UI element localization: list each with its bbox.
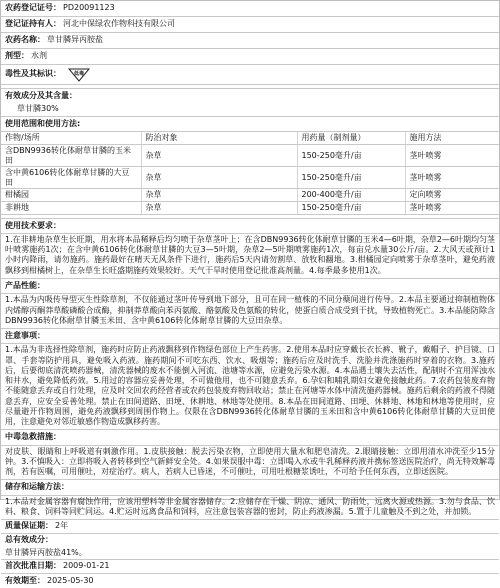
table-row [1,201,499,214]
table-row [1,144,499,166]
product-features-text: 1.本品为内吸传导型灭生性除草剂，不仅能通过茎叶传导到地下部分，且可在同一植株的不同分蘖间进行传导。2.本品主要通过抑制植物体内烯醇丙酮莽草酸磷酸合成酶，抑制莽草酸向苯丙氨酸、酪氨酸及色氨酸的转化，使蛋白质合成受到干扰，导致植物死亡。3.本品能防除含DBN9936转化体耐草甘膦玉米田、含中黄6106转化体耐草甘膦的大豆田杂草。 [1,294,499,329]
precautions-title: 注意事项： [1,329,499,344]
table-row [1,167,499,189]
usage-dosage: 200-400毫升/亩 [297,189,405,202]
shelf-life-row [1,520,499,534]
pesticide-name: 草甘膦异丙胺盐 [47,35,103,45]
composition-row [1,547,499,560]
usage-target: 杂草 [141,144,297,166]
usage-dosage: 150-250毫升/亩 [297,201,405,214]
usage-header-row [1,132,499,144]
toxicity-badge-text: 低毒 [73,71,84,78]
expiry-date: 2025-05-30 [47,575,94,585]
shelf-life-value: 2年 [55,521,69,531]
composition-value: 草甘膦异丙胺盐41%。 [5,547,87,557]
holder-row [1,17,499,33]
formulation-value: 水剂 [31,51,47,61]
precautions-text: 1.本品为非选择性除草剂，施药时应防止药液飘移到作物绿色部位上产生药害。2.使用本品时应穿戴长衣长裤、靴子，戴帽子、护目镜、口罩、手套等防护用具，避免吸入药液。施药期间不可吃东西、饮水、吸烟等；施药后应及时洗手、洗脸并洗涤施药时穿着的衣物。3.施药后，后要彻底清洗喷药器械，清洗器械的废水不能倒入河流、池塘等水源，应避免污染水源。4.本品遇土壤失去活性，配制时不宜用浑浊水和井水，避免降低药效。5.用过的容器应妥善处理，不可做他用，也不可随意丢弃。6.孕妇和哺乳期妇女避免接触此药。7.农药包装废弃物不能随意丢弃或自行处理，应及时交回农药经营者或农药包装废弃物回收站；禁止在河塘等水体中清洗施药器械。施药后剩余的药液不得随意丢弃，应安全妥善处理。禁止在田间道路、田埂、休耕地、林地等处使用。8.本品在田间道路、田埂、休耕地、林地和林地等使用时，应尽量避开作物周围，避免药液飘移到周围作物上。仅限在含DBN9936转化体耐草甘膦的玉米田和含中黄6106转化体耐草甘膦的大豆田使用，注意避免对邻近敏感作物造成飘移药害。 [1,344,499,430]
table-row [1,189,499,202]
usage-method: 茎叶喷雾 [405,167,499,189]
usage-target: 杂草 [141,201,297,214]
usage-header-target: 防治对象 [141,132,297,144]
shelf-life-label: 质量保证期： [5,521,53,531]
toxicity-label: 毒性及其标识： [5,69,61,79]
product-features-title: 产品性能： [1,279,499,294]
usage-crop: 含DBN9936转化体耐草甘膦的玉米田 [1,144,141,166]
usage-table [1,132,499,214]
first-aid-title: 中毒急救措施： [1,430,499,445]
usage-header-dosage: 用药量（制剂量） [297,132,405,144]
usage-dosage: 150-250毫升/亩 [297,167,405,189]
ingredients-row [1,103,499,117]
issue-date-label: 首次批准日期： [5,561,61,571]
pesticide-name-row [1,33,499,49]
technical-requirements-title: 使用技术要求： [1,219,499,234]
registration-number-row [1,1,499,17]
storage-text: 1.本品对金属容器有腐蚀作用，应该用塑料等非金属容器储存。2.应储存在干燥、阴凉、通风、防雨处，远离火源或热源。3.勿与食品、饮料、粮食、饲料等同贮同运。4.贮运时远离食品和饲料，应注意包装容器的密封，防止药液渗漏。5.置于儿童触及不到之处，并加锁。 [1,496,499,520]
technical-requirements-text: 1.在非耕地杂草生长旺期，用水将本品稀释后均匀喷于杂草茎叶上；在含DBN9936转化体耐草甘膦的玉米4—6叶期，杂草2—6叶期均匀茎叶喷雾施药1次；在含中黄6106转化体耐草甘膦的大豆3—5叶期，杂草2—5叶期喷雾施药1次，每亩兑水量30公斤/亩。2.大风天或预计1小时内降雨，请勿施药。施药最好在晴天无风条件下进行，施药后5天内请勿割草、放牧和翻地。3.柑橘园定向喷雾于杂草茎叶，避免药液飘移到柑橘树上，在杂草生长旺盛期施药效果较好。天气干旱时使用登记批准高剂量。4.每季最多使用1次。 [1,234,499,279]
composition-title: 总有效成分： [5,535,53,545]
expiry-date-row [1,574,499,588]
holder-label: 登记证持有人： [5,19,61,29]
toxicity-row [1,65,499,85]
usage-header-method: 施用方法 [405,132,499,144]
formulation-row [1,49,499,65]
usage-target: 杂草 [141,167,297,189]
pesticide-name-label: 农药名称： [5,35,45,45]
issue-date: 2009-01-21 [63,561,110,571]
usage-method: 茎叶喷雾 [405,201,499,214]
ingredients-label: 有效成分及其含量： [5,90,77,100]
issue-date-row [1,560,499,574]
usage-dosage: 150-250毫升/亩 [297,144,405,166]
formulation-label: 剂型： [5,51,29,61]
usage-target: 杂草 [141,189,297,202]
usage-crop: 柑橘园 [1,189,141,202]
low-toxicity-badge-icon [67,67,91,82]
ingredients-heading-row [1,89,499,103]
usage-crop: 含中黄6106转化体耐草甘膦的大豆田 [1,167,141,189]
registration-number-label: 农药登记证号： [5,3,61,13]
usage-crop: 非耕地 [1,201,141,214]
storage-title: 储存和运输方法： [1,480,499,495]
composition-title-row [1,534,499,547]
registration-number: PD20091123 [63,3,115,13]
usage-header-crop: 作物/场所 [1,132,141,144]
expiry-date-label: 有效期至： [5,575,45,585]
holder-name: 河北中保绿农作物科技有限公司 [63,19,175,29]
usage-title: 使用范围和使用方法: [1,117,499,132]
usage-method: 定向喷雾 [405,189,499,202]
usage-method: 茎叶喷雾 [405,144,499,166]
ingredients-value: 草甘膦30% [17,104,59,114]
first-aid-text: 对皮肤、眼睛和上呼吸道有刺激作用。1.皮肤接触：脱去污染衣物，立即使用大量水和肥皂清洗。2.眼睛接触：立即用清水冲洗至少15分钟。3.不慎吸入：立即将吸入者转移到空气新鲜安全处。4.如果误服中毒：立即喝入水或牛乳稀释药液并携标签送医院治疗，尚无特效解毒剂，若有医嘱，可用催吐，对症治疗。病人，若病人已昏迷，不可催吐，可用吐根糖浆诱吐，不可给予任何东西，立即送医院。 [1,446,499,481]
